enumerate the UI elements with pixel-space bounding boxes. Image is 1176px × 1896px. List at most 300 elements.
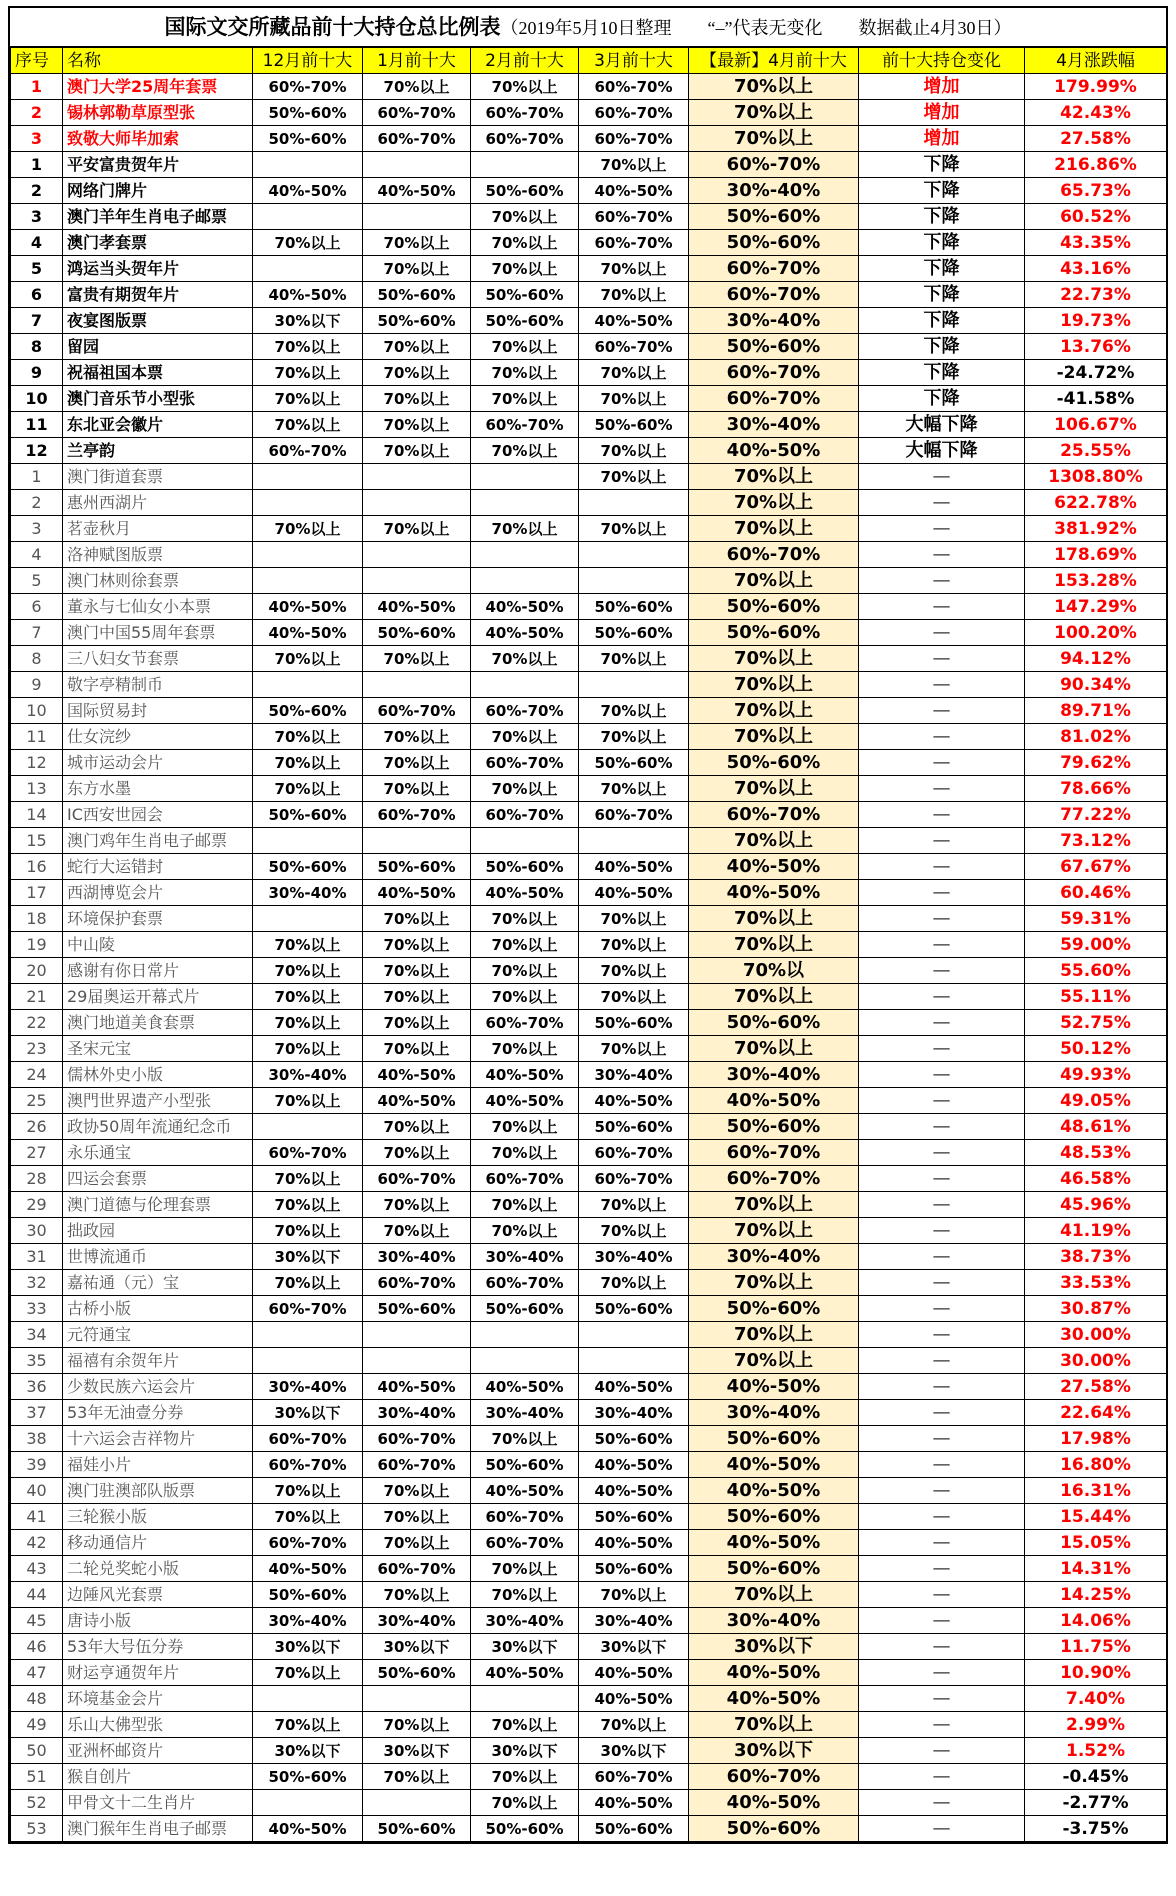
december-holding: 70%以上 <box>253 1270 363 1296</box>
february-holding: 50%-60% <box>471 1816 579 1842</box>
january-holding: 70%以上 <box>363 932 471 958</box>
february-holding <box>471 568 579 594</box>
item-name: 仕女浣纱 <box>63 724 253 750</box>
april-change-pct: 2.99% <box>1025 1712 1167 1738</box>
holding-change: 大幅下降 <box>859 412 1025 438</box>
april-change-pct: 17.98% <box>1025 1426 1167 1452</box>
row-index: 52 <box>11 1790 63 1816</box>
february-holding: 60%-70% <box>471 412 579 438</box>
table-row <box>11 1634 1167 1660</box>
february-holding: 70%以上 <box>471 724 579 750</box>
table-row <box>11 1686 1167 1712</box>
december-holding: 70%以上 <box>253 1192 363 1218</box>
table-row <box>11 1478 1167 1504</box>
january-holding: 50%-60% <box>363 620 471 646</box>
table-row <box>11 568 1167 594</box>
april-holding: 50%-60% <box>689 204 859 230</box>
table-row <box>11 906 1167 932</box>
april-holding: 30%以下 <box>689 1634 859 1660</box>
item-name: 政协50周年流通纪念币 <box>63 1114 253 1140</box>
december-holding <box>253 204 363 230</box>
table-body <box>11 74 1167 1842</box>
table-row <box>11 1582 1167 1608</box>
april-change-pct: 30.87% <box>1025 1296 1167 1322</box>
april-change-pct: 27.58% <box>1025 1374 1167 1400</box>
january-holding: 50%-60% <box>363 1296 471 1322</box>
april-holding: 70%以上 <box>689 1348 859 1374</box>
january-holding: 70%以上 <box>363 1504 471 1530</box>
april-holding: 40%-50% <box>689 854 859 880</box>
january-holding <box>363 1348 471 1374</box>
holding-change: — <box>859 1582 1025 1608</box>
item-name: 敬字亭精制币 <box>63 672 253 698</box>
april-change-pct: 100.20% <box>1025 620 1167 646</box>
april-holding: 30%-40% <box>689 412 859 438</box>
january-holding <box>363 1322 471 1348</box>
row-index: 48 <box>11 1686 63 1712</box>
item-name: 惠州西湖片 <box>63 490 253 516</box>
december-holding: 40%-50% <box>253 282 363 308</box>
item-name: 洛神赋图版票 <box>63 542 253 568</box>
february-holding: 70%以上 <box>471 646 579 672</box>
item-name: 福娃小片 <box>63 1452 253 1478</box>
table-row <box>11 1166 1167 1192</box>
table-row <box>11 1192 1167 1218</box>
april-change-pct: 42.43% <box>1025 100 1167 126</box>
april-holding: 70%以上 <box>689 828 859 854</box>
april-change-pct: 1.52% <box>1025 1738 1167 1764</box>
row-index: 11 <box>11 724 63 750</box>
april-change-pct: 48.61% <box>1025 1114 1167 1140</box>
item-name: 十六运会吉祥物片 <box>63 1426 253 1452</box>
march-holding: 40%-50% <box>579 1452 689 1478</box>
row-index: 14 <box>11 802 63 828</box>
january-holding: 50%-60% <box>363 282 471 308</box>
december-holding: 50%-60% <box>253 802 363 828</box>
row-index: 4 <box>11 230 63 256</box>
header-april-change-pct: 4月涨跌幅 <box>1025 48 1167 74</box>
holding-change: — <box>859 828 1025 854</box>
table-row <box>11 620 1167 646</box>
table-row <box>11 1712 1167 1738</box>
table-row <box>11 542 1167 568</box>
table-row <box>11 1530 1167 1556</box>
header-name: 名称 <box>63 48 253 74</box>
february-holding: 70%以上 <box>471 1114 579 1140</box>
january-holding: 70%以上 <box>363 984 471 1010</box>
table-row <box>11 464 1167 490</box>
february-holding: 70%以上 <box>471 230 579 256</box>
march-holding: 60%-70% <box>579 334 689 360</box>
item-name: 网络门牌片 <box>63 178 253 204</box>
april-change-pct: -41.58% <box>1025 386 1167 412</box>
january-holding: 70%以上 <box>363 906 471 932</box>
february-holding: 70%以上 <box>471 1582 579 1608</box>
december-holding: 70%以上 <box>253 1712 363 1738</box>
item-name: 53年大号伍分券 <box>63 1634 253 1660</box>
april-holding: 50%-60% <box>689 230 859 256</box>
title-subtitle: （2019年5月10日整理 “–”代表无变化 数据截止4月30日） <box>500 18 1012 38</box>
holding-change: — <box>859 698 1025 724</box>
march-holding: 30%-40% <box>579 1244 689 1270</box>
april-holding: 60%-70% <box>689 282 859 308</box>
december-holding: 40%-50% <box>253 1816 363 1842</box>
april-change-pct: 14.31% <box>1025 1556 1167 1582</box>
march-holding: 70%以上 <box>579 698 689 724</box>
april-change-pct: 178.69% <box>1025 542 1167 568</box>
april-holding: 40%-50% <box>689 1478 859 1504</box>
holding-change: — <box>859 1608 1025 1634</box>
header-january: 1月前十大 <box>363 48 471 74</box>
april-holding: 30%-40% <box>689 308 859 334</box>
holding-change: 下降 <box>859 230 1025 256</box>
april-change-pct: 45.96% <box>1025 1192 1167 1218</box>
december-holding: 70%以上 <box>253 334 363 360</box>
april-holding: 50%-60% <box>689 1114 859 1140</box>
table-row <box>11 1452 1167 1478</box>
row-index: 27 <box>11 1140 63 1166</box>
april-holding: 60%-70% <box>689 1764 859 1790</box>
row-index: 5 <box>11 256 63 282</box>
header-row <box>11 48 1167 74</box>
holding-change: — <box>859 1192 1025 1218</box>
february-holding: 70%以上 <box>471 334 579 360</box>
table-row <box>11 490 1167 516</box>
december-holding <box>253 1322 363 1348</box>
table-row <box>11 516 1167 542</box>
april-holding: 60%-70% <box>689 360 859 386</box>
item-name: 澳门道德与伦理套票 <box>63 1192 253 1218</box>
row-index: 51 <box>11 1764 63 1790</box>
item-name: 董永与七仙女小本票 <box>63 594 253 620</box>
row-index: 21 <box>11 984 63 1010</box>
page-title <box>10 8 1166 47</box>
april-change-pct: 78.66% <box>1025 776 1167 802</box>
april-holding: 70%以上 <box>689 100 859 126</box>
december-holding: 40%-50% <box>253 620 363 646</box>
april-holding: 50%-60% <box>689 1426 859 1452</box>
table-row <box>11 282 1167 308</box>
row-index: 23 <box>11 1036 63 1062</box>
april-change-pct: 106.67% <box>1025 412 1167 438</box>
holding-change: — <box>859 620 1025 646</box>
january-holding: 70%以上 <box>363 1764 471 1790</box>
december-holding <box>253 152 363 178</box>
march-holding: 50%-60% <box>579 1556 689 1582</box>
holding-change: 下降 <box>859 178 1025 204</box>
january-holding <box>363 464 471 490</box>
april-holding: 40%-50% <box>689 1790 859 1816</box>
march-holding: 30%-40% <box>579 1400 689 1426</box>
december-holding: 50%-60% <box>253 1764 363 1790</box>
february-holding: 70%以上 <box>471 360 579 386</box>
march-holding: 70%以上 <box>579 152 689 178</box>
april-change-pct: 77.22% <box>1025 802 1167 828</box>
december-holding: 70%以上 <box>253 1010 363 1036</box>
march-holding: 70%以上 <box>579 360 689 386</box>
row-index: 1 <box>11 152 63 178</box>
april-holding: 40%-50% <box>689 1088 859 1114</box>
january-holding: 40%-50% <box>363 594 471 620</box>
march-holding: 60%-70% <box>579 802 689 828</box>
january-holding: 50%-60% <box>363 854 471 880</box>
march-holding <box>579 672 689 698</box>
december-holding: 70%以上 <box>253 1088 363 1114</box>
item-name: 平安富贵贺年片 <box>63 152 253 178</box>
holding-change: — <box>859 1114 1025 1140</box>
january-holding: 70%以上 <box>363 438 471 464</box>
march-holding: 70%以上 <box>579 1270 689 1296</box>
january-holding: 70%以上 <box>363 516 471 542</box>
april-change-pct: 30.00% <box>1025 1322 1167 1348</box>
february-holding: 60%-70% <box>471 802 579 828</box>
april-change-pct: 14.06% <box>1025 1608 1167 1634</box>
row-index: 47 <box>11 1660 63 1686</box>
april-holding: 70%以上 <box>689 1322 859 1348</box>
holding-change: — <box>859 1400 1025 1426</box>
holding-change: — <box>859 984 1025 1010</box>
row-index: 20 <box>11 958 63 984</box>
april-change-pct: 60.46% <box>1025 880 1167 906</box>
item-name: 茗壶秋月 <box>63 516 253 542</box>
february-holding: 50%-60% <box>471 854 579 880</box>
april-holding: 70%以上 <box>689 646 859 672</box>
table-row <box>11 1088 1167 1114</box>
item-name: 福禧有余贺年片 <box>63 1348 253 1374</box>
row-index: 2 <box>11 490 63 516</box>
january-holding <box>363 672 471 698</box>
march-holding: 30%-40% <box>579 1062 689 1088</box>
april-change-pct: 33.53% <box>1025 1270 1167 1296</box>
item-name: 唐诗小版 <box>63 1608 253 1634</box>
january-holding: 70%以上 <box>363 1036 471 1062</box>
april-change-pct: 48.53% <box>1025 1140 1167 1166</box>
holding-change: — <box>859 1504 1025 1530</box>
march-holding: 40%-50% <box>579 1660 689 1686</box>
row-index: 24 <box>11 1062 63 1088</box>
april-holding: 70%以 <box>689 958 859 984</box>
item-name: 夜宴图版票 <box>63 308 253 334</box>
january-holding: 70%以上 <box>363 74 471 100</box>
row-index: 6 <box>11 594 63 620</box>
table-row <box>11 1140 1167 1166</box>
april-holding: 70%以上 <box>689 1192 859 1218</box>
holding-change: 下降 <box>859 282 1025 308</box>
row-index: 7 <box>11 308 63 334</box>
april-change-pct: 19.73% <box>1025 308 1167 334</box>
table-row <box>11 1426 1167 1452</box>
holding-change: — <box>859 906 1025 932</box>
february-holding: 40%-50% <box>471 1088 579 1114</box>
row-index: 26 <box>11 1114 63 1140</box>
january-holding <box>363 568 471 594</box>
row-index: 13 <box>11 776 63 802</box>
holding-change: 下降 <box>859 360 1025 386</box>
april-change-pct: 52.75% <box>1025 1010 1167 1036</box>
february-holding <box>471 464 579 490</box>
february-holding: 50%-60% <box>471 282 579 308</box>
march-holding: 70%以上 <box>579 1218 689 1244</box>
april-change-pct: 41.19% <box>1025 1218 1167 1244</box>
march-holding: 30%以下 <box>579 1634 689 1660</box>
january-holding: 60%-70% <box>363 1452 471 1478</box>
april-change-pct: 90.34% <box>1025 672 1167 698</box>
february-holding: 70%以上 <box>471 438 579 464</box>
item-name: 元符通宝 <box>63 1322 253 1348</box>
february-holding <box>471 1322 579 1348</box>
march-holding: 70%以上 <box>579 1712 689 1738</box>
january-holding: 70%以上 <box>363 230 471 256</box>
april-change-pct: 49.93% <box>1025 1062 1167 1088</box>
january-holding <box>363 490 471 516</box>
holding-change: 下降 <box>859 152 1025 178</box>
december-holding: 30%以下 <box>253 1400 363 1426</box>
april-change-pct: 73.12% <box>1025 828 1167 854</box>
item-name: 澳门驻澳部队版票 <box>63 1478 253 1504</box>
table-row <box>11 1660 1167 1686</box>
item-name: 澳门鸡年生肖电子邮票 <box>63 828 253 854</box>
december-holding: 70%以上 <box>253 1218 363 1244</box>
december-holding: 30%以下 <box>253 1634 363 1660</box>
february-holding <box>471 672 579 698</box>
march-holding: 40%-50% <box>579 1686 689 1712</box>
row-index: 34 <box>11 1322 63 1348</box>
march-holding: 40%-50% <box>579 880 689 906</box>
february-holding: 30%以下 <box>471 1738 579 1764</box>
table-row <box>11 204 1167 230</box>
april-change-pct: 67.67% <box>1025 854 1167 880</box>
january-holding: 70%以上 <box>363 360 471 386</box>
april-change-pct: 55.60% <box>1025 958 1167 984</box>
april-holding: 70%以上 <box>689 1582 859 1608</box>
holding-change: 下降 <box>859 308 1025 334</box>
table-row <box>11 1036 1167 1062</box>
header-holding-change: 前十大持仓变化 <box>859 48 1025 74</box>
december-holding: 70%以上 <box>253 776 363 802</box>
january-holding: 70%以上 <box>363 1478 471 1504</box>
item-name: 澳门大学25周年套票 <box>63 74 253 100</box>
january-holding: 40%-50% <box>363 880 471 906</box>
april-change-pct: 81.02% <box>1025 724 1167 750</box>
holding-change: — <box>859 854 1025 880</box>
january-holding: 50%-60% <box>363 308 471 334</box>
february-holding: 70%以上 <box>471 984 579 1010</box>
april-change-pct: 38.73% <box>1025 1244 1167 1270</box>
row-index: 3 <box>11 516 63 542</box>
february-holding: 70%以上 <box>471 386 579 412</box>
april-holding: 70%以上 <box>689 568 859 594</box>
table-row <box>11 438 1167 464</box>
holding-change: — <box>859 464 1025 490</box>
holding-change: — <box>859 1790 1025 1816</box>
march-holding: 40%-50% <box>579 1374 689 1400</box>
december-holding: 70%以上 <box>253 932 363 958</box>
holding-change: — <box>859 490 1025 516</box>
table-row <box>11 958 1167 984</box>
row-index: 17 <box>11 880 63 906</box>
march-holding <box>579 1348 689 1374</box>
table-row <box>11 984 1167 1010</box>
row-index: 33 <box>11 1296 63 1322</box>
january-holding: 60%-70% <box>363 802 471 828</box>
row-index: 3 <box>11 204 63 230</box>
april-holding: 70%以上 <box>689 74 859 100</box>
row-index: 7 <box>11 620 63 646</box>
table-row <box>11 386 1167 412</box>
row-index: 29 <box>11 1192 63 1218</box>
february-holding: 60%-70% <box>471 1270 579 1296</box>
april-change-pct: 622.78% <box>1025 490 1167 516</box>
february-holding: 40%-50% <box>471 1660 579 1686</box>
february-holding: 60%-70% <box>471 1530 579 1556</box>
december-holding <box>253 1790 363 1816</box>
december-holding: 30%-40% <box>253 1374 363 1400</box>
table-row <box>11 1296 1167 1322</box>
holdings-table <box>10 47 1167 1842</box>
april-holding: 50%-60% <box>689 750 859 776</box>
holding-change: — <box>859 1244 1025 1270</box>
february-holding: 70%以上 <box>471 1556 579 1582</box>
item-name: 边陲风光套票 <box>63 1582 253 1608</box>
january-holding: 70%以上 <box>363 412 471 438</box>
item-name: 环境基金会片 <box>63 1686 253 1712</box>
row-index: 11 <box>11 412 63 438</box>
holding-change: — <box>859 1478 1025 1504</box>
table-row <box>11 178 1167 204</box>
december-holding: 30%以下 <box>253 1738 363 1764</box>
row-index: 9 <box>11 360 63 386</box>
item-name: 圣宋元宝 <box>63 1036 253 1062</box>
item-name: 澳门音乐节小型张 <box>63 386 253 412</box>
row-index: 39 <box>11 1452 63 1478</box>
row-index: 28 <box>11 1166 63 1192</box>
march-holding: 60%-70% <box>579 1764 689 1790</box>
december-holding <box>253 542 363 568</box>
april-holding: 30%-40% <box>689 1244 859 1270</box>
holding-change: — <box>859 1556 1025 1582</box>
december-holding: 30%-40% <box>253 880 363 906</box>
april-holding: 60%-70% <box>689 1166 859 1192</box>
table-row <box>11 750 1167 776</box>
item-name: 拙政园 <box>63 1218 253 1244</box>
holdings-table-frame <box>8 6 1168 1844</box>
table-row <box>11 1114 1167 1140</box>
april-holding: 30%-40% <box>689 1062 859 1088</box>
item-name: 澳门猴年生肖电子邮票 <box>63 1816 253 1842</box>
holding-change: — <box>859 1738 1025 1764</box>
january-holding: 70%以上 <box>363 724 471 750</box>
item-name: 29届奥运开幕式片 <box>63 984 253 1010</box>
april-holding: 70%以上 <box>689 1036 859 1062</box>
april-change-pct: 79.62% <box>1025 750 1167 776</box>
march-holding: 30%-40% <box>579 1608 689 1634</box>
item-name: 国际贸易封 <box>63 698 253 724</box>
february-holding: 60%-70% <box>471 698 579 724</box>
row-index: 42 <box>11 1530 63 1556</box>
january-holding: 70%以上 <box>363 1530 471 1556</box>
march-holding: 50%-60% <box>579 1010 689 1036</box>
holding-change: — <box>859 1374 1025 1400</box>
december-holding: 50%-60% <box>253 126 363 152</box>
february-holding <box>471 490 579 516</box>
march-holding <box>579 542 689 568</box>
december-holding: 60%-70% <box>253 1530 363 1556</box>
april-holding: 60%-70% <box>689 386 859 412</box>
holding-change: — <box>859 1166 1025 1192</box>
april-change-pct: 216.86% <box>1025 152 1167 178</box>
table-row <box>11 594 1167 620</box>
holding-change: — <box>859 958 1025 984</box>
